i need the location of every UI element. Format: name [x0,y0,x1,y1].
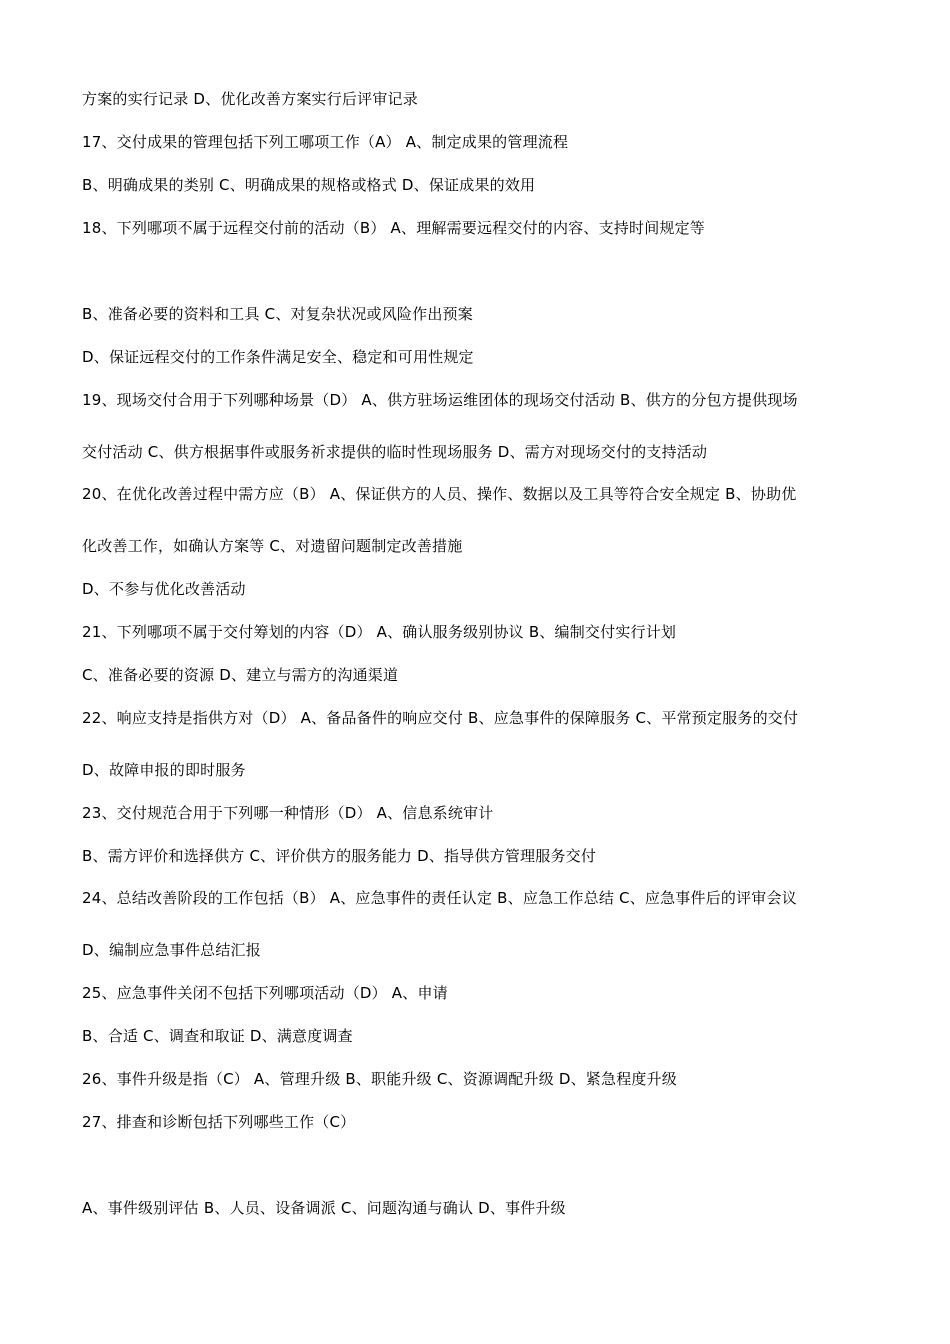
text-line: B、需方评价和选择供方 C、评价供方的服务能力 D、指导供方管理服务交付 [82,847,597,865]
question-17: 17、交付成果的管理包括下列工哪项工作（A） A、制定成果的管理流程 [82,133,569,151]
text-line: D、不参与优化改善活动 [82,580,246,598]
question-26: 26、事件升级是指（C） A、管理升级 B、职能升级 C、资源调配升级 D、紧急程度升级 [82,1070,678,1088]
text-line: D、编制应急事件总结汇报 [82,941,261,959]
text-line: 交付活动 C、供方根据事件或服务祈求提供的临时性现场服务 D、需方对现场交付的支持活动 [82,443,708,461]
question-18: 18、下列哪项不属于远程交付前的活动（B） A、理解需要远程交付的内容、支持时间规定等 [82,219,706,237]
text-line: 方案的实行记录 D、优化改善方案实行后评审记录 [82,90,418,108]
text-line: D、保证远程交付的工作条件满足安全、稳定和可用性规定 [82,348,474,366]
text-line: B、准备必要的资料和工具 C、对复杂状况或风险作出预案 [82,305,473,323]
text-line: C、准备必要的资源 D、建立与需方的沟通渠道 [82,666,399,684]
question-24: 24、总结改善阶段的工作包括（B） A、应急事件的责任认定 B、应急工作总结 C、应急事件后的评审会议 [82,889,797,907]
text-line: B、明确成果的类别 C、明确成果的规格或格式 D、保证成果的效用 [82,176,536,194]
question-20: 20、在优化改善过程中需方应（B） A、保证供方的人员、操作、数据以及工具等符合安全规定 B、协助优 [82,485,797,503]
question-22: 22、响应支持是指供方对（D） A、备品备件的响应交付 B、应急事件的保障服务 C、平常预定服务的交付 [82,709,799,727]
text-line: B、合适 C、调查和取证 D、满意度调查 [82,1027,353,1045]
question-25: 25、应急事件关闭不包括下列哪项活动（D） A、申请 [82,984,448,1002]
question-27: 27、排查和诊断包括下列哪些工作（C） [82,1113,356,1131]
text-line: A、事件级别评估 B、人员、设备调派 C、问题沟通与确认 D、事件升级 [82,1199,566,1217]
question-23: 23、交付规范合用于下列哪一种情形（D） A、信息系统审计 [82,804,494,822]
question-21: 21、下列哪项不属于交付筹划的内容（D） A、确认服务级别协议 B、编制交付实行计划 [82,623,677,641]
text-line: 化改善工作，如确认方案等 C、对遗留问题制定改善措施 [82,537,463,555]
question-19: 19、现场交付合用于下列哪种场景（D） A、供方驻场运维团体的现场交付活动 B、供方的分包方提供现场 [82,391,798,409]
text-line: D、故障申报的即时服务 [82,761,246,779]
